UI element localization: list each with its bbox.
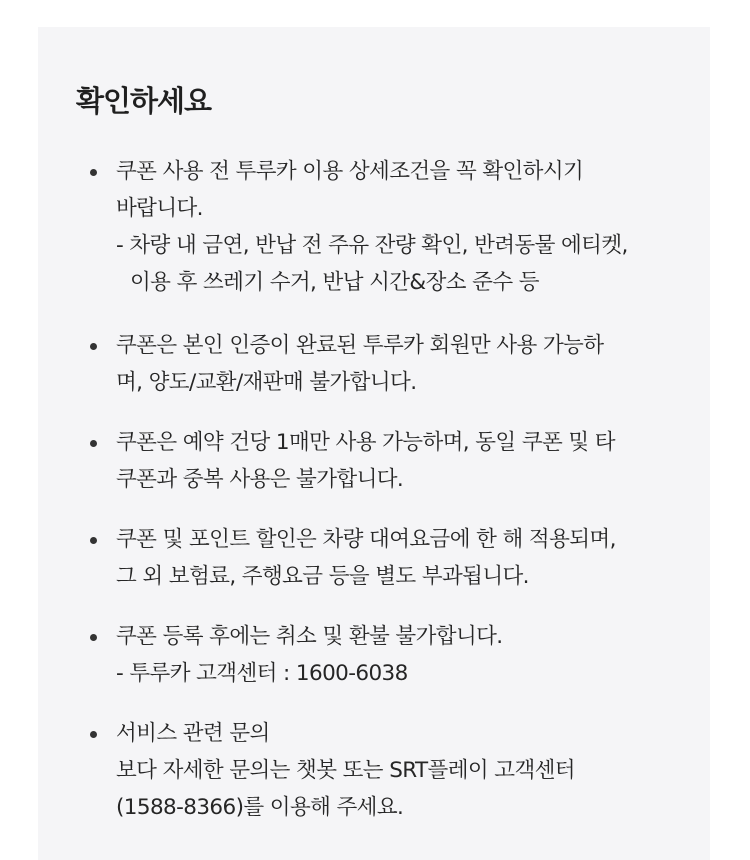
notice-text: 쿠폰 및 포인트 할인은 차량 대여요금에 한 해 적용되며, <box>116 527 616 552</box>
bullet-dot <box>90 537 97 544</box>
notice-subtext: 이용 후 쓰레기 수거, 반납 시간&장소 준수 등 <box>130 270 539 295</box>
notice-title: 확인하세요 <box>76 84 212 118</box>
notice-text: 며, 양도/교환/재판매 불가합니다. <box>116 370 417 395</box>
notice-text: 서비스 관련 문의 <box>116 721 270 746</box>
bullet-dot <box>90 343 97 350</box>
notice-text: 쿠폰과 중복 사용은 불가합니다. <box>116 467 404 492</box>
notice-text: 쿠폰 등록 후에는 취소 및 환불 불가합니다. <box>116 624 503 649</box>
bullet-dot <box>90 169 97 176</box>
notice-text: 쿠폰은 본인 인증이 완료된 투루카 회원만 사용 가능하 <box>116 333 604 358</box>
notice-subtext: - 차량 내 금연, 반납 전 주유 잔량 확인, 반려동물 에티켓, <box>116 233 628 258</box>
bullet-dot <box>90 731 97 738</box>
notice-text: (1588-8366)를 이용해 주세요. <box>116 795 404 820</box>
notice-text: 쿠폰은 예약 건당 1매만 사용 가능하며, 동일 쿠폰 및 타 <box>116 430 615 455</box>
notice-text: 바랍니다. <box>116 196 203 221</box>
notice-text: 쿠폰 사용 전 투루카 이용 상세조건을 꼭 확인하시기 <box>116 159 584 184</box>
bullet-dot <box>90 440 97 447</box>
notice-text: 그 외 보험료, 주행요금 등을 별도 부과됩니다. <box>116 564 529 589</box>
notice-subtext: - 투루카 고객센터 : 1600-6038 <box>116 661 408 686</box>
bullet-dot <box>90 634 97 641</box>
notice-text: 보다 자세한 문의는 챗봇 또는 SRT플레이 고객센터 <box>116 758 575 783</box>
notice-card <box>38 27 710 860</box>
